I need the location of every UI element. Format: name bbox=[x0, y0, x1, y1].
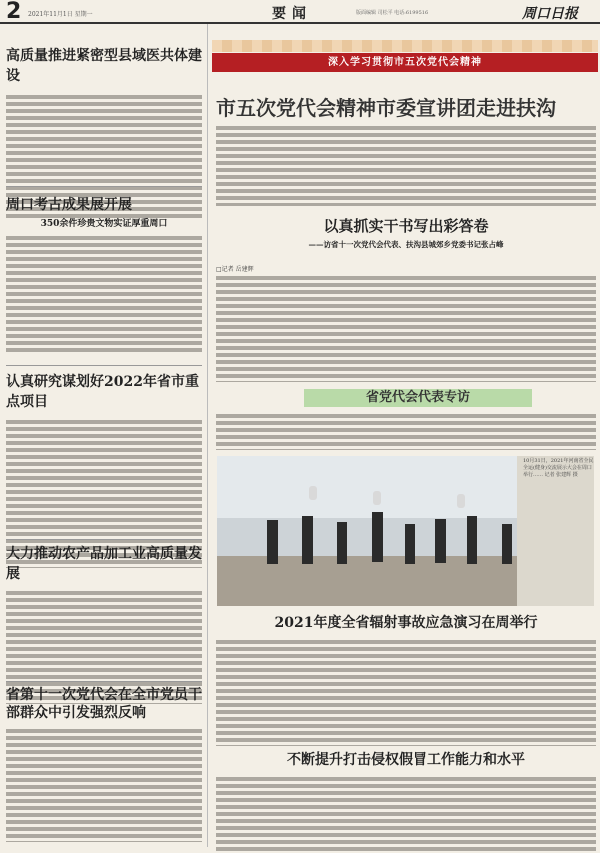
feature-body bbox=[216, 274, 596, 382]
article-body bbox=[6, 727, 202, 842]
feature-title: 以真抓实干书写出彩答卷 bbox=[323, 217, 489, 235]
article-ip bbox=[216, 749, 596, 853]
article-subtitle: 350余件珍贵文物实证厚重周口 bbox=[40, 219, 168, 229]
article-party-congress bbox=[6, 686, 202, 842]
section-banner: 深入学习贯彻市五次党代会精神 bbox=[212, 53, 598, 72]
page-number: 2 bbox=[6, 0, 22, 24]
article-title: 周口考古成果展开展 bbox=[6, 197, 132, 213]
feature-subtitle: ——访省十一次党代会代表、扶沟县城郊乡党委书记张占峰 bbox=[308, 240, 504, 249]
article-agriculture bbox=[6, 543, 202, 704]
article-title: 省第十一次党代会在全市党员干部群众中引发强烈反响 bbox=[6, 687, 202, 721]
feature-byline: □记者 岳建辉 bbox=[216, 266, 254, 273]
article-title: 大力推动农产品加工业高质量发展 bbox=[6, 546, 202, 582]
issue-date: 2021年11月1日 星期一 bbox=[28, 11, 93, 18]
editor-line: 版面编辑 司松平 电话:6199516 bbox=[356, 10, 429, 16]
article-body bbox=[6, 234, 202, 353]
article-archaeology bbox=[6, 194, 202, 353]
feature-body-end bbox=[216, 412, 596, 450]
section-title: 要闻 bbox=[272, 6, 312, 22]
banner-decoration bbox=[212, 40, 598, 52]
article-title: 高质量推进紧密型县域医共体建设 bbox=[6, 48, 202, 84]
divider bbox=[6, 365, 202, 366]
article-title: 认真研究谋划好2022年省市重点项目 bbox=[6, 374, 199, 410]
feature-tag: 省党代会代表专访 bbox=[304, 389, 532, 407]
photo-caption: 10月31日，2021年河南省全民全运(健身)交流展示大会在周口举行…… 记者 张建辉 摄 bbox=[523, 458, 594, 478]
newspaper-logo: 周口日报 bbox=[522, 6, 578, 22]
article-title: 不断提升打击侵权假冒工作能力和水平 bbox=[287, 752, 525, 768]
lead-body bbox=[216, 124, 596, 206]
column-divider bbox=[207, 24, 208, 847]
divider bbox=[6, 681, 202, 682]
divider bbox=[6, 186, 202, 187]
article-body bbox=[216, 775, 596, 853]
article-drill bbox=[216, 612, 596, 746]
feature-heading bbox=[216, 215, 596, 250]
lead-title: 市五次党代会精神市委宣讲团走进扶沟 bbox=[216, 96, 556, 120]
article-title: 2021年度全省辐射事故应急演习在周举行 bbox=[274, 615, 538, 631]
divider bbox=[6, 539, 202, 540]
article-body bbox=[216, 638, 596, 746]
